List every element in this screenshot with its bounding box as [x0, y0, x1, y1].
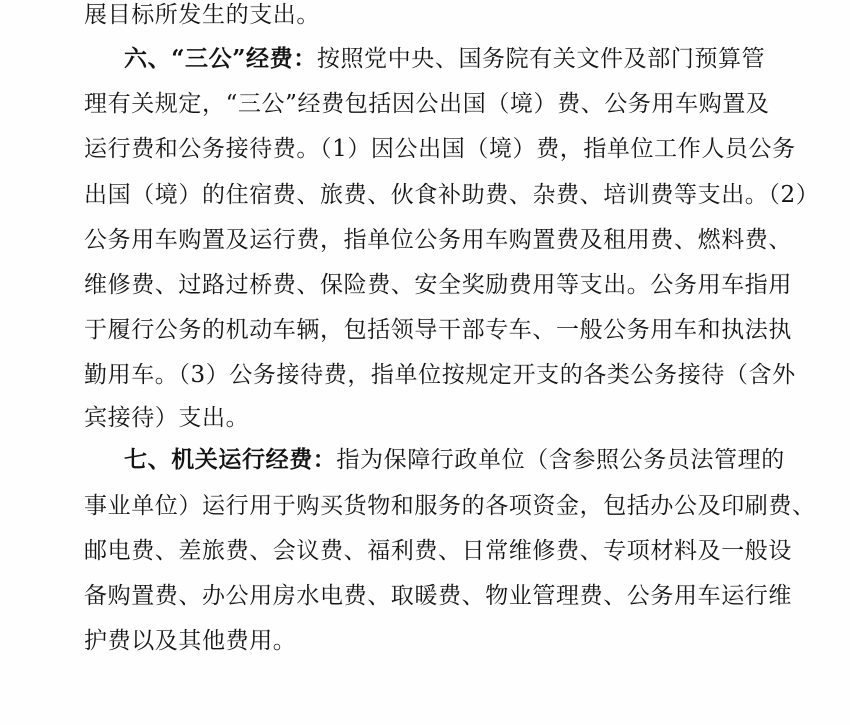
paragraph-line: 护费以及其他费用。 — [84, 628, 297, 654]
paragraph-line: 备购置费、办公用房水电费、取暖费、物业管理费、公务用车运行维 — [84, 583, 792, 609]
section-six-first-line — [124, 44, 850, 74]
paragraph-line: 邮电费、差旅费、会议费、福利费、日常维修费、专项材料及一般设 — [84, 538, 792, 564]
section-six-heading: 六、“三公”经费： — [124, 45, 317, 72]
paragraph-line: 出国（境）的住宿费、旅费、伙食补助费、杂费、培训费等支出。（2） — [84, 182, 820, 208]
paragraph-line: 公务用车购置及运行费，指单位公务用车购置费及租用费、燃料费、 — [84, 227, 792, 253]
paragraph-line: 展目标所发生的支出。 — [84, 2, 320, 28]
paragraph-line: 事业单位）运行用于购买货物和服务的各项资金，包括办公及印刷费、 — [84, 493, 816, 519]
paragraph-line: 勤用车。（3）公务接待费，指单位按规定开支的各类公务接待（含外 — [84, 362, 796, 388]
section-seven-first-line — [124, 445, 850, 475]
section-seven-heading: 七、机关运行经费： — [124, 446, 337, 473]
paragraph-line: 维修费、过路过桥费、保险费、安全奖励费用等支出。公务用车指用 — [84, 272, 792, 298]
section-seven-text: 指为保障行政单位（含参照公务员法管理的 — [336, 447, 785, 473]
paragraph-line: 运行费和公务接待费。（1）因公出国（境）费，指单位工作人员公务 — [84, 136, 796, 162]
paragraph-line: 理有关规定，“三公”经费包括因公出国（境）费、公务用车购置及 — [84, 91, 770, 117]
paragraph-line: 于履行公务的机动车辆，包括领导干部专车、一般公务用车和执法执 — [84, 317, 792, 343]
paragraph-line: 宾接待）支出。 — [84, 405, 250, 431]
section-six-text: 按照党中央、国务院有关文件及部门预算管 — [316, 46, 766, 72]
